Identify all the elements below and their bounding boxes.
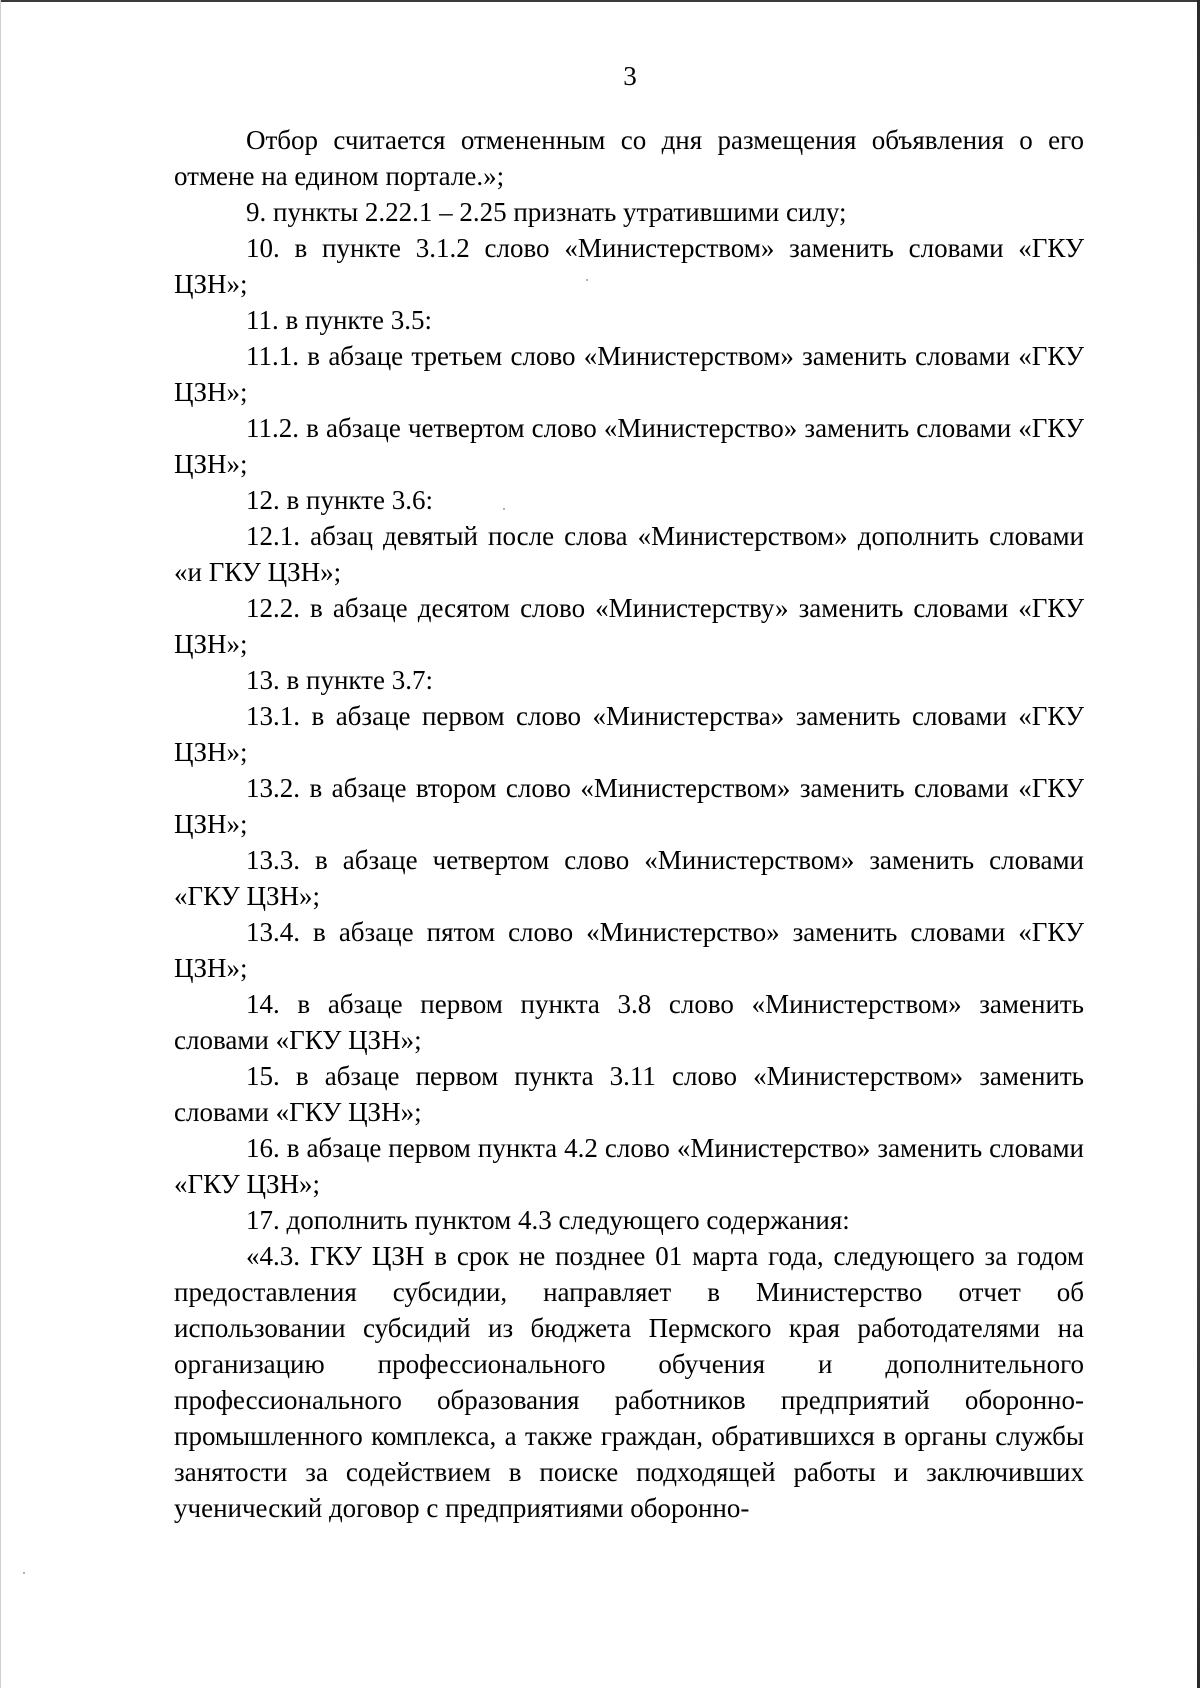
paragraph: 15. в абзаце первом пункта 3.11 слово «Министерством» заменить словами «ГКУ ЦЗН»;	[174, 1061, 1084, 1127]
paragraph: 13.1. в абзаце первом слово «Министерства» заменить словами «ГКУ ЦЗН»;	[174, 701, 1084, 767]
paragraph: 13.3. в абзаце четвертом слово «Министерством» заменить словами «ГКУ ЦЗН»;	[174, 845, 1084, 911]
paragraph: 17. дополнить пунктом 4.3 следующего содержания:	[246, 1205, 850, 1235]
scan-left-edge	[0, 0, 1, 1688]
scan-speck	[586, 279, 588, 281]
paragraph: 11.2. в абзаце четвертом слово «Министерство» заменить словами «ГКУ ЦЗН»;	[174, 413, 1084, 479]
paragraph: 12.2. в абзаце десятом слово «Министерству» заменить словами «ГКУ ЦЗН»;	[174, 593, 1084, 659]
paragraph: «4.3. ГКУ ЦЗН в срок не позднее 01 марта года, следующего за годом предоставления субсидии, направляет в Министерство отчет об использовании субсидий из бюджета Пермского края работодателями на организацию профессионального обучения и дополнительного профессионального образования работников предприятий оборонно-промышленного комплекса, а также граждан, обратившихся в органы службы занятости за содействием в поиске подходящей работы и заключивших ученический договор с предприятиями оборонно-	[174, 1241, 1084, 1523]
paragraph: 12. в пункте 3.6:	[246, 485, 433, 515]
paragraph: 11.1. в абзаце третьем слово «Министерством» заменить словами «ГКУ ЦЗН»;	[174, 341, 1084, 407]
paragraph: 9. пункты 2.22.1 – 2.25 признать утратившими силу;	[246, 197, 847, 227]
paragraph: 11. в пункте 3.5:	[246, 305, 432, 335]
page-number: 3	[623, 61, 637, 91]
paragraph: 14. в абзаце первом пункта 3.8 слово «Министерством» заменить словами «ГКУ ЦЗН»;	[174, 989, 1084, 1055]
paragraph: 13.2. в абзаце втором слово «Министерством» заменить словами «ГКУ ЦЗН»;	[174, 773, 1084, 839]
paragraph: 13.4. в абзаце пятом слово «Министерство» заменить словами «ГКУ ЦЗН»;	[174, 917, 1084, 983]
paragraph: 10. в пункте 3.1.2 слово «Министерством» заменить словами «ГКУ ЦЗН»;	[174, 233, 1084, 299]
document-body	[174, 122, 1084, 1526]
paragraph: 13. в пункте 3.7:	[246, 665, 433, 695]
scan-top-edge	[0, 0, 1200, 2]
scan-speck	[23, 1572, 25, 1574]
paragraph: Отбор считается отмененным со дня размещения объявления о его отмене на едином портале.»;	[174, 125, 1084, 191]
scan-speck	[503, 508, 505, 510]
paragraph: 12.1. абзац девятый после слова «Министерством» дополнить словами «и ГКУ ЦЗН»;	[174, 521, 1084, 587]
paragraph: 16. в абзаце первом пункта 4.2 слово «Министерство» заменить словами «ГКУ ЦЗН»;	[174, 1133, 1084, 1199]
